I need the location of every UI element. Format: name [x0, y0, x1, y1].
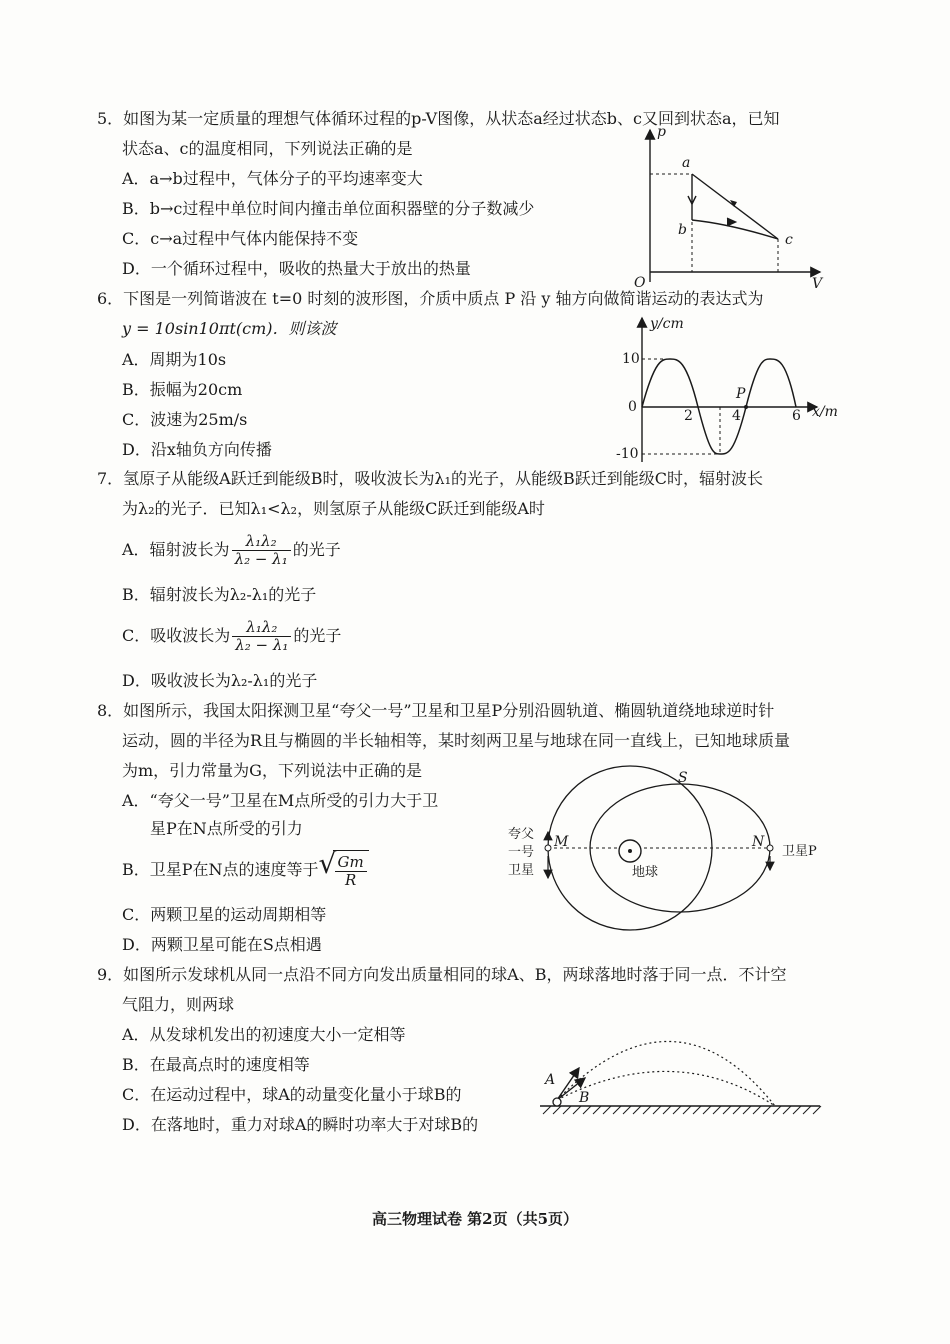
- q7-stem-line1: 7．氢原子从能级A跃迁到能级B时，吸收波长为λ₁的光子，从能级B跃迁到能级C时，辐射波长: [97, 469, 764, 488]
- q6-tick-n10: -10: [616, 446, 639, 462]
- q8-stem-line1: 8．如图所示，我国太阳探测卫星“夸父一号”卫星和卫星P分别沿圆轨道、椭圆轨道绕地球逆时针: [97, 701, 775, 720]
- q8-option-b: B．卫星P在N点的速度等于 √ $\frac{Gm}{R}$: [122, 850, 369, 891]
- q9-launcher: [553, 1098, 561, 1106]
- q8-label-kuafu2: 一号: [508, 845, 535, 860]
- q9-projectile-figure: [535, 1030, 825, 1120]
- q5-option-c: C．c→a过程中气体内能保持不变: [122, 229, 359, 248]
- q7-option-a: A．辐射波长为 $\frac{\text{λ₁λ₂}}{\text{λ₂ − λ₁}}$ 的光子: [122, 532, 341, 568]
- q6-tick-x6: 6: [792, 408, 801, 424]
- q8-label-n: N: [752, 834, 765, 850]
- q8-option-c: C．两颗卫星的运动周期相等: [122, 905, 327, 924]
- q5-label-b: b: [678, 222, 687, 238]
- q6-axis-y: y/cm: [650, 316, 684, 332]
- q5-axis-p: p: [657, 124, 666, 140]
- q6-tick-0: 0: [628, 399, 637, 415]
- q8-sqrt: √ $\frac{Gm}{R}$: [319, 850, 369, 891]
- q6-option-a: A．周期为10s: [122, 350, 227, 369]
- q9-option-d: D．在落地时，重力对球A的瞬时功率大于对球B的: [122, 1115, 479, 1134]
- q6-tick-10: 10: [622, 351, 640, 367]
- q9-trajectory-a: [557, 1041, 775, 1106]
- q9-trajectory-b: [557, 1071, 775, 1106]
- page-footer: 高三物理试卷 第2页（共5页）: [371, 1210, 579, 1228]
- q5-origin: O: [634, 275, 646, 291]
- q6-option-b: B．振幅为20cm: [122, 380, 243, 399]
- q7-option-b: B．辐射波长为λ₂-λ₁的光子: [122, 585, 317, 604]
- q9-option-b: B．在最高点时的速度相等: [122, 1055, 310, 1074]
- q5-pv-figure: [630, 122, 830, 292]
- q8-label-kuafu3: 卫星: [508, 863, 535, 878]
- q6-stem-line1: 6．下图是一列简谐波在 t=0 时刻的波形图，介质中质点 P 沿 y 轴方向做简谐运动的表达式为: [97, 289, 764, 308]
- q7-option-a-fraction: $\frac{\text{λ₁λ₂}}{\text{λ₂ − λ₁}}$: [232, 533, 291, 568]
- q9-option-c: C．在运动过程中，球A的动量变化量小于球B的: [122, 1085, 462, 1104]
- q7-option-d: D．吸收波长为λ₂-λ₁的光子: [122, 671, 318, 690]
- q6-axis-x: x/m: [812, 404, 838, 420]
- q5-label-a: a: [682, 155, 691, 171]
- q9-stem-line2: 气阻力，则两球: [122, 995, 235, 1014]
- q8-option-a-line2: 星P在N点所受的引力: [150, 819, 303, 838]
- q8-label-kuafu1: 夸父: [508, 827, 535, 842]
- q8-label-s: S: [678, 770, 688, 786]
- q8-label-m: M: [554, 834, 569, 850]
- q5-option-a: A．a→b过程中，气体分子的平均速率变大: [122, 169, 423, 188]
- q6-stem-line2: y = 10sin10πt(cm)．则该波: [122, 319, 337, 338]
- q8-label-earth: 地球: [632, 865, 659, 880]
- q7-stem-line2: 为λ₂的光子．已知λ₁<λ₂，则氢原子从能级C跃迁到能级A时: [122, 499, 545, 518]
- q8-orbit-figure: [500, 768, 840, 948]
- q5-option-b: B．b→c过程中单位时间内撞击单位面积器壁的分子数减少: [122, 199, 535, 218]
- q6-tick-x2: 2: [684, 408, 693, 424]
- q8-stem-line3: 为m，引力常量为G，下列说法中正确的是: [122, 761, 422, 780]
- q9-label-a: A: [545, 1072, 556, 1088]
- q5-option-d: D．一个循环过程中，吸收的热量大于放出的热量: [122, 259, 471, 278]
- q8-label-satp: 卫星P: [782, 844, 817, 859]
- q9-stem-line1: 9．如图所示发球机从同一点沿不同方向发出质量相同的球A、B，两球落地时落于同一点．不计空: [97, 965, 787, 984]
- q8-option-a-line1: A．“夸父一号”卫星在M点所受的引力大于卫: [122, 791, 439, 810]
- q6-option-d: D．沿x轴负方向传播: [122, 440, 272, 459]
- q7-option-c: C．吸收波长为 $\frac{\text{λ₁λ₂}}{\text{λ₂ − λ₁}}$ 的光子: [122, 618, 342, 654]
- q8-option-d: D．两颗卫星可能在S点相遇: [122, 935, 322, 954]
- q8-stem-line2: 运动，圆的半径为R且与椭圆的半长轴相等，某时刻两卫星与地球在同一直线上，已知地球质量: [122, 731, 791, 750]
- q9-option-a: A．从发球机发出的初速度大小一定相等: [122, 1025, 406, 1044]
- q5-axis-v: V: [812, 276, 823, 292]
- q7-option-c-fraction: $\frac{\text{λ₁λ₂}}{\text{λ₂ − λ₁}}$: [232, 619, 291, 654]
- q6-label-p: P: [736, 386, 746, 402]
- q5-stem-line1: 5．如图为某一定质量的理想气体循环过程的p-V图像，从状态a经过状态b、c又回到状态a，已知: [97, 109, 780, 128]
- q6-tick-x4: 4: [732, 408, 741, 424]
- q5-stem-line2: 状态a、c的温度相同，下列说法正确的是: [122, 139, 413, 158]
- q6-wave-figure: [612, 312, 842, 467]
- q5-label-c: c: [785, 232, 793, 248]
- q9-label-b: B: [579, 1090, 590, 1106]
- q6-option-c: C．波速为25m/s: [122, 410, 248, 429]
